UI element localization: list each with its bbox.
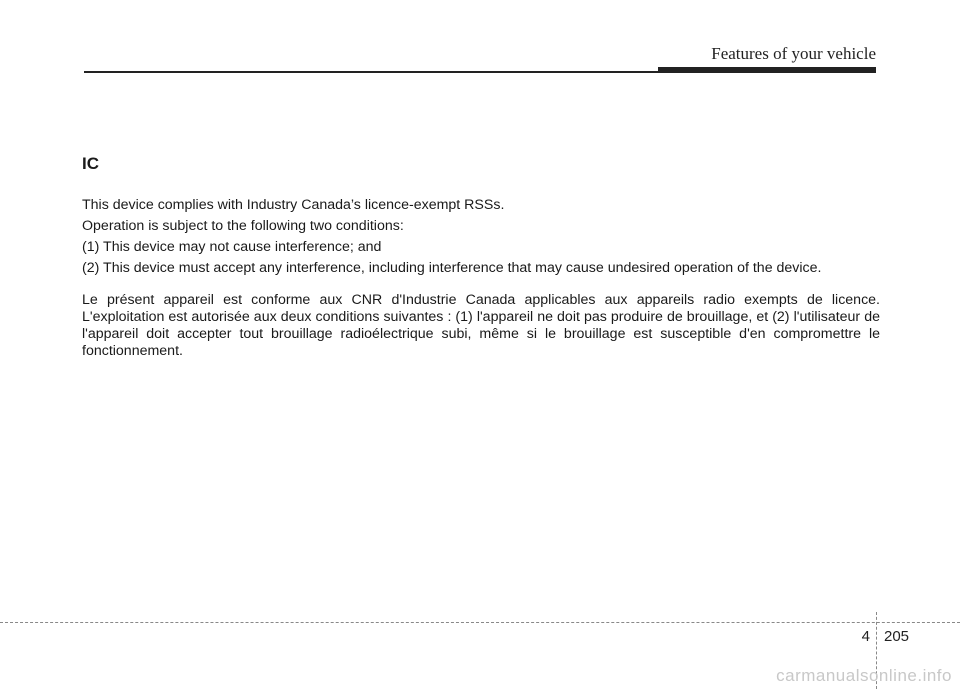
watermark-text: carmanualsonline.info [776, 666, 952, 685]
conditions-intro-line: Operation is subject to the following two conditions: [82, 218, 404, 234]
compliance-statement-line: This device complies with Industry Canada’s licence-exempt RSSs. [82, 197, 505, 213]
page-number: 205 [884, 628, 910, 645]
page-header-title: Features of your vehicle [711, 44, 876, 63]
chapter-number: 4 [861, 628, 870, 645]
french-compliance-paragraph: Le présent appareil est conforme aux CNR d'Industrie Canada applicables aux appareils radio exempts de licence. L'exploitation est autorisée aux deux conditions suivantes : (1) l'appareil ne doit pas produire de brouillage, et (2) l'utilisateur de l'appareil doit accepter tout brouillage radioélectrique subi, même si le brouillage est susceptible d'en compromettre le fonctionnement. [82, 292, 880, 359]
header-rule-accent [658, 67, 876, 73]
page-content [82, 154, 880, 360]
footer-divider [0, 622, 960, 623]
condition-1-line: (1) This device may not cause interference; and [82, 239, 382, 255]
section-heading: IC [82, 154, 99, 173]
header-rule [84, 71, 676, 73]
condition-2-line: (2) This device must accept any interference, including interference that may cause undesired operation of the device. [82, 260, 822, 276]
